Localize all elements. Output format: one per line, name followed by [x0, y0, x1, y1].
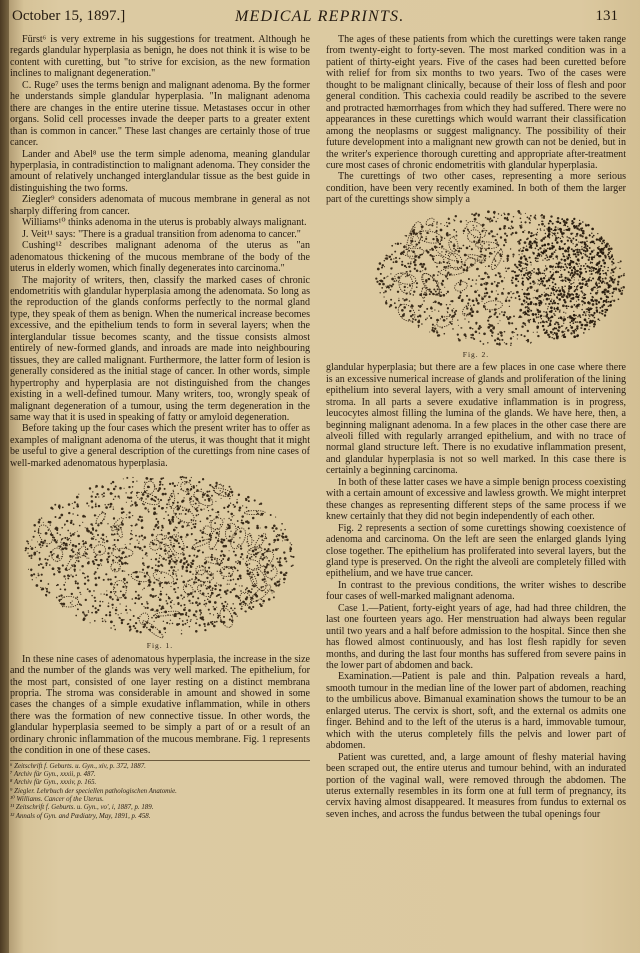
paragraph: Ziegler⁹ considers adenomata of mucous membrane in general as not sharply differing from cancer.	[10, 194, 310, 217]
gland-outline	[168, 493, 176, 507]
gland-outline	[434, 245, 459, 263]
footnote: ¹¹ Zeitschrift f. Geburts. u. Gyn., vo', i, 1887, p. 189.	[10, 804, 154, 812]
gland-outline	[109, 561, 121, 574]
gland-outline	[446, 251, 464, 271]
gland-outline	[204, 556, 223, 565]
header-date: October 15, 1897.]	[12, 8, 126, 24]
gland-outline	[483, 300, 503, 311]
gland-outline	[113, 580, 127, 598]
paragraph: Fig. 2 represents a section of some curettings showing coexistence of adenoma and carcinoma. On the left are seen the enlarged glands lying close together. The epithelium has proliferated into several layers, but the gland type is preserved. On the right the alveoli are completely filled with epithelium, and we have true cancer.	[326, 522, 626, 580]
footnote: ¹² Annals of Gyn. and Pædiatry, May, 1891, p. 458.	[10, 812, 151, 820]
paragraph: Cushing¹² describes malignant adenoma of the uterus as "an adenomatous thickening of the mucous membrane of the body of the uterus in elderly women, which finally degenerates into carcinoma."	[10, 240, 310, 275]
gland-outline	[421, 287, 427, 298]
gland-outline	[406, 249, 418, 261]
figure-1	[10, 471, 310, 651]
gland-outline	[218, 607, 235, 630]
footnote: ¹⁰ Williams. Cancer of the Uterus.	[10, 795, 104, 803]
figure-2-caption: Fig. 2.	[462, 349, 490, 359]
paragraph: Fürst⁶ is very extreme in his suggestions for treatment. Although he regards glandular hyperplasia as benign, he does not think it is wise to be content with curetting, but "to strive for excision, as the new formation inclines to malignant degeneration."	[10, 34, 310, 80]
gland-outline	[463, 256, 477, 269]
paragraph: C. Ruge⁷ uses the terms benign and malignant adenoma. By the former he understands simple glandular hyperplasia. "In malignant adenoma there are changes in the entire uterine tissue. Metastases occur in other organs. Solid cell processes invade the deeper parts to a greater extent than is common in cancer." These last changes are certainly those of true cancer.	[10, 79, 310, 149]
gland-outline	[191, 488, 215, 509]
left-column	[10, 34, 310, 821]
gland-outline	[141, 619, 165, 639]
gland-outline	[212, 483, 225, 496]
paragraph: Case 1.—Patient, forty-eight years of age, had had three children, the last one fourteen years ago. Her menstruation had always been regular until two years and a half before admission to the hospital. Since then she has flowed almost continuously, and has lost flesh rapidly for seven months, and during the last four months has suffered from severe pains in the lower part of abdomen and back.	[326, 602, 626, 672]
paragraph: In contrast to the previous conditions, the writer wishes to describe four cases of well-marked malignant adenoma.	[326, 579, 626, 603]
gland-outline	[425, 217, 436, 227]
paragraph: The curettings of two other cases, representing a more serious condition, have been very recently examined. In both of them the larger part of the curettings show simply a	[326, 171, 626, 206]
paragraph: Williams¹⁰ thinks adenoma in the uterus is probably always malignant.	[22, 217, 307, 229]
gland-outline	[202, 524, 214, 536]
gland-outline	[247, 533, 252, 546]
gland-outline	[135, 490, 161, 507]
gland-outline	[60, 596, 79, 607]
gland-outline	[489, 248, 504, 270]
footnote: ⁸ Archiv für Gyn., xxxiv, p. 165.	[10, 779, 97, 787]
gland-outline	[420, 271, 443, 298]
paragraph: The ages of these patients from which the curettings were taken range from twenty-eight to forty-seven. The most marked condition was in a patient of thirty-eight years. Five of the cases had been curetted before with relief for from six months to two years. Two of the cases were thought to be malignant clinically, because of their loss of flesh and poor general condition. This cachexia could readily be ascribed to the severe and protracted hæmorrhages from which they had suffered. There were no appearances in these curettings which would warrant their classification among the neoplasms or suggest malignancy. The possibility of their future development into a malignant new growth can not be denied, but in the writer's experience thorough curetting and appropriate after-treatment cure most cases of chronic endometritis with glandular hyperplasia.	[326, 34, 626, 171]
footnotes	[10, 760, 310, 821]
running-header	[10, 8, 630, 28]
paragraph: glandular hyperplasia; but there are a few places in one case where there is an excessive numerical increase of glands and proliferation of the lining epithelium into several layers, with a very small amount of intervening stroma. In all parts a severe exudative inflammation is in progress, leucocytes almost filling the lumina of the glands. We have here, then, a beginning malignant adenoma. In a few places in the other case there are alveoli filled with regularly arranged epithelium, and with no trace of normal gland structure left. There is no exudative inflammation present, and glandular hyperplasia is not so well marked. In this case there is certainly a beginning carcinoma.	[326, 362, 626, 477]
footnote: ⁶ Zeitschrift f. Geburts. u. Gyn., xiv, p. 372, 1887.	[10, 762, 146, 770]
figure-2-micrograph	[326, 208, 626, 348]
gland-outline	[448, 236, 459, 252]
paragraph: Examination.—Patient is pale and thin. Palpation reveals a hard, smooth tumour in the median line of the lower part of abdomen, reaching to the umbilicus above. Bimanual examination shows the tumour to be an enlarged uterus. The cervix is short, soft, and the external os admits one finger. Behind and to the left of the uterus is a hard, immovable tumour, which with the uterus completely fills the pelvis and lower part of abdomen.	[326, 671, 626, 752]
paragraph: Patient was curetted, and, a large amount of fleshy material having been scraped out, the entire uterus and tumour behind, with an indurated portion of the vaginal wall, were removed through the abdomen. The uterus externally resembles in its form one at full term of pregnancy, its cervix having almost disappeared. It measures from fundus to external os seven inches, and across the fundus between the tubal openings four	[326, 751, 626, 820]
paragraph: The majority of writers, then, classify the marked cases of chronic endometritis with glandular hyperplasia among the adenomata. So long as the reproduction of the glands conforms perfectly to the normal gland type, they speak of them as benign. When the numerical increase becomes excessive, and the epithelium tends to form in several layers; when the interglandular tissue becomes scanty, and the tissue consists almost entirely of new-formed glands, and inroads are made into neighbouring tissues, they are called malignant. Furthermore, the latter form of lesion is generally considered as the initial stage of cancer. In other words, simple hypertrophy and hyperplasia are not distinguished from the changes existing in a well-defined tumour. Many writers, too, wrongly speak of malignant degeneration of a tumour, using the term degeneration in the same way that it is used in speaking of fatty or amyloid degeneration.	[10, 274, 310, 423]
gland-outline	[224, 522, 238, 541]
footnote: ⁹ Ziegler. Lehrbuch der speciellen pathologischen Anatomie.	[10, 787, 177, 795]
micrograph-blob	[375, 210, 625, 346]
book-spine-shadow	[0, 0, 9, 953]
gland-outline	[93, 544, 107, 556]
gland-outline	[148, 538, 162, 552]
right-column	[326, 34, 626, 820]
micrograph-blob	[25, 476, 295, 635]
gland-outline	[453, 280, 468, 293]
gland-outline	[137, 612, 150, 626]
figure-1-micrograph	[10, 471, 310, 639]
page-number: 131	[595, 8, 618, 24]
paragraph: J. Veit¹¹ says: "There is a gradual transition from adenoma to cancer."	[22, 228, 301, 240]
paragraph: Before taking up the four cases which the present writer has to offer as examples of malignant adenoma of the uterus, it was thought that it might be useful to give a general description of the curettings from nine cases of well-marked adenomatous hyperplasia.	[10, 423, 310, 469]
header-journal-title: MEDICAL REPRINTS.	[235, 8, 405, 25]
footnote: ⁷ Archiv für Gyn., xxxii, p. 487.	[10, 771, 96, 779]
gland-outline	[435, 314, 454, 329]
paragraph: Lander and Abel⁸ use the term simple adenoma, meaning glandular hyperplasia, in contradistinction to malignant adenoma. They consider the amount of relatively unchanged interglandular tissue as the best guide in distinguishing the two forms.	[10, 148, 310, 194]
figure-2	[326, 208, 626, 360]
gland-outline	[439, 266, 465, 276]
gland-outline	[228, 526, 249, 551]
paragraph: In both of these latter cases we have a simple benign process coexisting with a certain amount of excessive and lawless growth. We might interpret these changes as representing different steps of the same process if we knew certainly that they did not begin independently of each other.	[326, 476, 626, 523]
gland-outline	[395, 301, 418, 324]
paragraph: In these nine cases of adenomatous hyperplasia, the increase in the size and the number of the glands was very well marked. The epithelium, for the most part, consisted of one layer resting on a distinct membrana propria. The stroma was considerable in amount and showed in some cases the changes of a simple exudative inflammation, while in others there was the formation of new connective tissue. In other words, the glandular hyperplasia seemed to be simply a part of or a result of an ordinary chronic inflammation of the mucous membrane. Fig. 1 represents the condition in one of these cases.	[10, 653, 310, 757]
gland-outline	[115, 524, 123, 538]
gland-outline	[195, 582, 213, 599]
figure-1-caption: Fig. 1.	[146, 641, 174, 651]
